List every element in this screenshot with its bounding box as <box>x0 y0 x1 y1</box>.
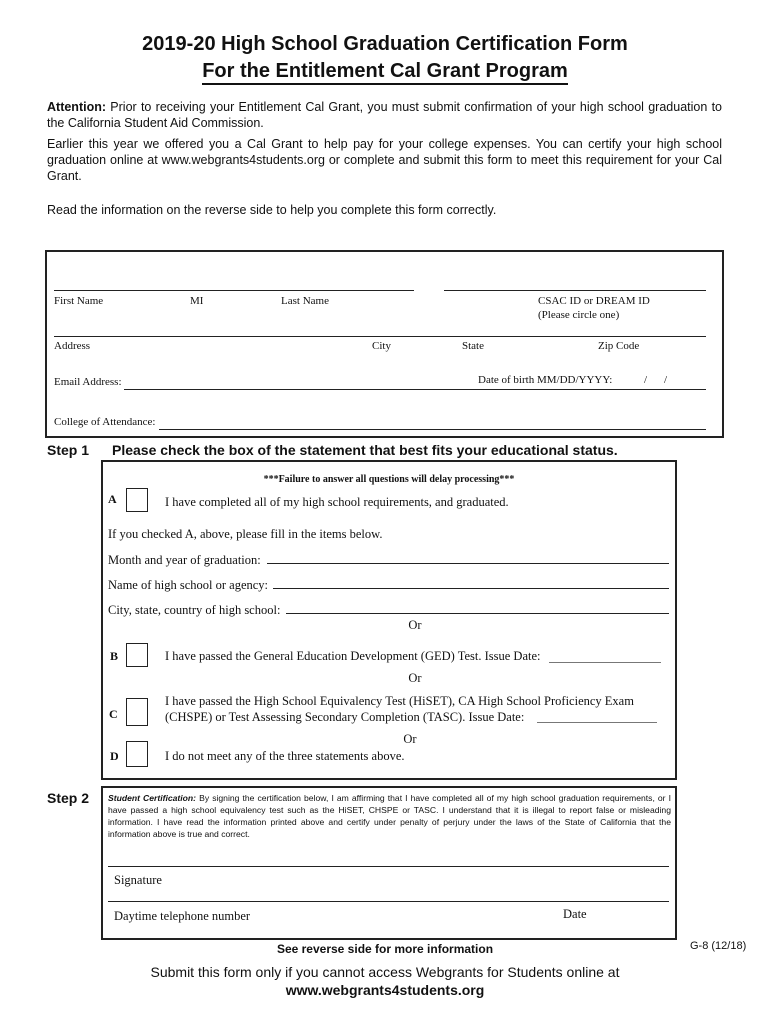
page-subtitle: For the Entitlement Cal Grant Program <box>202 60 568 85</box>
option-b-checkbox[interactable] <box>126 643 148 667</box>
reverse-side-note: See reverse side for more information <box>276 942 494 956</box>
intro-paragraph: Earlier this year we offered you a Cal Grant to help pay for your college expenses. You can certify your high school graduation online at www.webgrants4students.org or complete and submit this form to meet this requirement for your Cal Grant. <box>47 137 722 183</box>
city-label: City <box>372 340 391 352</box>
option-a-checkbox[interactable] <box>126 488 148 512</box>
option-c-text-line2: (CHSPE) or Test Assessing Secondary Completion (TASC). Issue Date: <box>165 710 525 724</box>
option-b-text: I have passed the General Education Development (GED) Test. Issue Date: <box>165 649 541 663</box>
webgrants-link[interactable]: www.webgrants4students.org <box>285 982 485 998</box>
college-line[interactable] <box>159 429 706 430</box>
step2-label: Step 2 <box>47 790 90 806</box>
option-c-letter: C <box>109 707 118 721</box>
or-divider: Or <box>408 671 422 685</box>
hiset-issue-date-field[interactable] <box>537 722 657 723</box>
certification-label: Student Certification: <box>108 793 197 803</box>
dob-label: Date of birth MM/DD/YYYY: <box>478 374 613 386</box>
mi-label: MI <box>190 295 204 307</box>
option-a-letter: A <box>108 492 117 506</box>
date-label: Date <box>563 907 587 921</box>
csac-id-line[interactable] <box>444 290 706 291</box>
attention-label: Attention: <box>47 100 107 114</box>
or-divider: Or <box>403 732 417 746</box>
dob-separator: / <box>664 374 668 386</box>
school-name-label: Name of high school or agency: <box>108 578 269 592</box>
ged-issue-date-field[interactable] <box>549 662 661 663</box>
email-dob-line[interactable] <box>124 389 706 390</box>
option-c-text-line1: I have passed the High School Equivalency Test (HiSET), CA High School Proficiency Exam <box>165 694 634 708</box>
step1-label: Step 1 <box>47 442 90 458</box>
option-a-text: I have completed all of my high school requirements, and graduated. <box>165 495 509 509</box>
option-c-checkbox[interactable] <box>126 698 148 726</box>
attention-paragraph <box>47 99 722 131</box>
phone-date-line[interactable] <box>108 901 669 902</box>
submit-instruction: Submit this form only if you cannot access Webgrants for Students online at <box>150 964 620 980</box>
csac-id-label: CSAC ID or DREAM ID <box>538 295 650 307</box>
state-label: State <box>462 340 484 352</box>
grad-month-field[interactable] <box>267 563 669 564</box>
page-subtitle-wrap <box>0 60 770 83</box>
certification-text <box>108 792 671 840</box>
name-line[interactable] <box>54 290 414 291</box>
read-info-text: Read the information on the reverse side to help you complete this form correctly. <box>47 203 497 217</box>
csac-id-note: (Please circle one) <box>538 309 620 321</box>
school-name-field[interactable] <box>273 588 669 589</box>
zip-label: Zip Code <box>598 340 640 352</box>
warning-text: ***Failure to answer all questions will delay processing*** <box>263 474 515 485</box>
address-label: Address <box>54 340 91 352</box>
option-d-text: I do not meet any of the three statements above. <box>165 749 405 763</box>
signature-line[interactable] <box>108 866 669 867</box>
if-checked-text: If you checked A, above, please fill in the items below. <box>108 527 383 541</box>
form-code: G-8 (12/18) <box>690 940 747 952</box>
phone-label: Daytime telephone number <box>114 909 251 923</box>
option-b-letter: B <box>110 649 119 663</box>
college-label: College of Attendance: <box>54 416 156 428</box>
first-name-label: First Name <box>54 295 104 307</box>
step1-heading: Please check the box of the statement that best fits your educational status. <box>112 442 618 458</box>
last-name-label: Last Name <box>281 295 329 307</box>
option-d-letter: D <box>110 749 119 763</box>
attention-text: Prior to receiving your Entitlement Cal Grant, you must submit confirmation of your high school graduation to the California Student Aid Commission. <box>47 100 722 130</box>
email-label: Email Address: <box>54 376 122 388</box>
school-location-field[interactable] <box>286 613 669 614</box>
grad-month-label: Month and year of graduation: <box>108 553 261 567</box>
page-title: 2019-20 High School Graduation Certification Form <box>142 33 628 55</box>
school-location-label: City, state, country of high school: <box>108 603 281 617</box>
address-line[interactable] <box>54 336 706 337</box>
certification-body: By signing the certification below, I am affirming that I have completed all of my high school graduation requirements, or I have passed a high school equivalency test such as the HiSET, CHSPE or TASC. I understand that it is illegal to report false or misleading information. I have read the information printed above and certify under penalty of perjury under the laws of the State of California that the information above is true and correct. <box>108 793 671 839</box>
signature-label: Signature <box>114 873 162 887</box>
option-d-checkbox[interactable] <box>126 741 148 767</box>
or-divider: Or <box>408 618 422 632</box>
dob-separator: / <box>644 374 648 386</box>
